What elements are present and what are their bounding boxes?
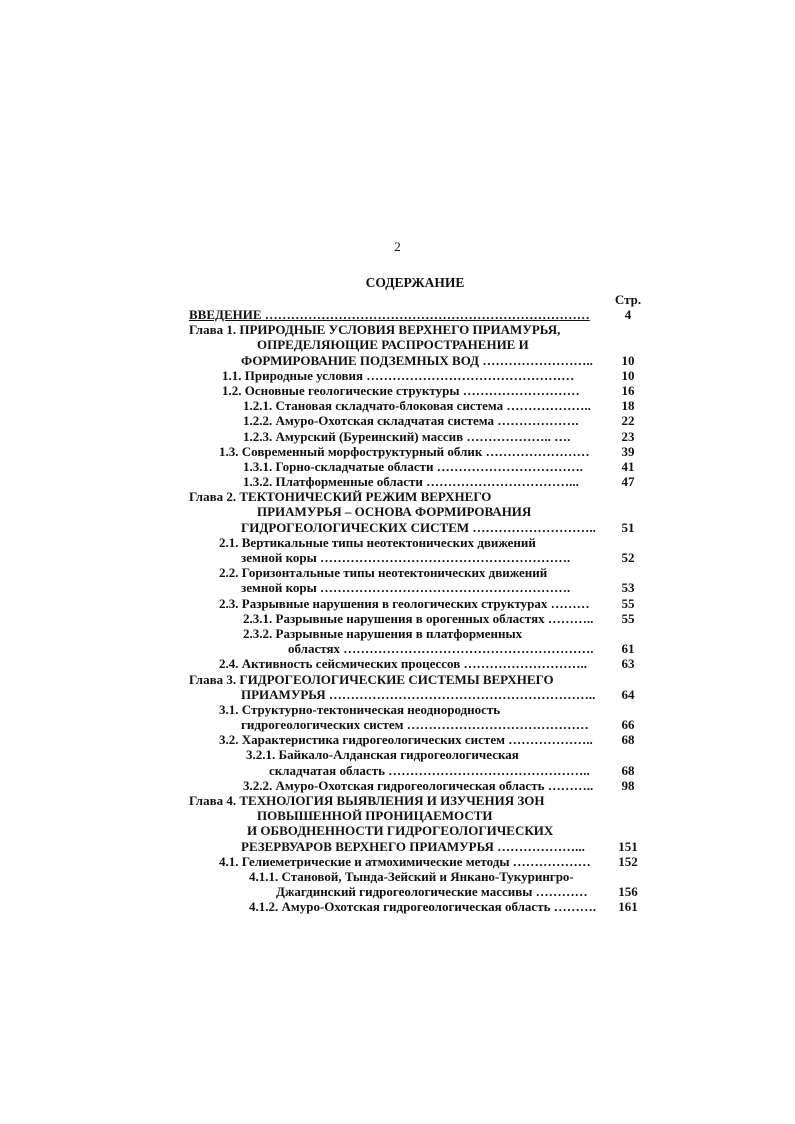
toc-entry [189, 489, 648, 504]
toc-entry-text: земной коры …………………………………………………. [241, 550, 571, 565]
toc-entry [189, 656, 648, 671]
toc-entry [189, 793, 648, 808]
toc-entry-text: 3.2.1. Байкало-Алданская гидрогеологическая [246, 747, 519, 763]
toc-entry-text: 1.1. Природные условия ………………………………………… [222, 367, 575, 383]
toc-entry [189, 520, 648, 535]
toc-entry-text: 2.3.1. Разрывные нарушения в орогенных областях ……….. [243, 610, 594, 626]
toc-entry [189, 565, 648, 580]
toc-entry [189, 535, 648, 550]
toc-entry-text: 4.1. Гелиеметрические и атмохимические методы ……………… [219, 853, 591, 869]
toc-entry [189, 353, 648, 368]
page-number: 2 [394, 239, 401, 254]
toc-entry-page: 68 [621, 732, 635, 748]
toc-entry [189, 732, 648, 747]
toc-entry-text: 3.2.2. Амуро-Охотская гидрогеологическая область ……….. [243, 777, 594, 793]
toc-entry-text: Глава 2. ТЕКТОНИЧЕСКИЙ РЕЖИМ ВЕРХНЕГО [189, 489, 492, 505]
table-of-contents [189, 307, 648, 915]
toc-entry-text: ОПРЕДЕЛЯЮЩИЕ РАСПРОСТРАНЕНИЕ И [257, 337, 529, 353]
toc-entry [189, 854, 648, 869]
toc-entry [189, 580, 648, 595]
toc-entry-page: 51 [621, 519, 635, 535]
toc-entry-page: 22 [621, 413, 635, 429]
toc-entry [189, 641, 648, 656]
toc-entry [189, 808, 648, 823]
toc-entry-text: И ОБВОДНЕННОСТИ ГИДРОГЕОЛОГИЧЕСКИХ [247, 823, 554, 839]
toc-entry-page: 47 [621, 474, 635, 490]
toc-entry-text: Глава 3. ГИДРОГЕОЛОГИЧЕСКИЕ СИСТЕМЫ ВЕРХНЕГО [189, 671, 554, 687]
toc-entry [189, 429, 648, 444]
toc-entry-text: ПРИАМУРЬЯ – ОСНОВА ФОРМИРОВАНИЯ [257, 504, 532, 520]
toc-entry-page: 4 [624, 307, 632, 322]
toc-entry-text: ГИДРОГЕОЛОГИЧЕСКИХ СИСТЕМ ……………………….. [241, 519, 596, 535]
toc-entry [189, 474, 648, 489]
toc-entry-page: 161 [618, 899, 638, 915]
toc-entry-text: складчатая область ……………………………………….. [269, 762, 590, 778]
toc-entry [189, 626, 648, 641]
toc-entry-text: 1.3.2. Платформенные области ……………………………... [243, 474, 579, 490]
toc-entry-text: 3.2. Характеристика гидрогеологических систем ……………….. [219, 732, 593, 748]
toc-entry-text: 1.3. Современный морфоструктурный облик …………………… [219, 443, 590, 459]
toc-entry [189, 763, 648, 778]
toc-entry [189, 413, 648, 428]
toc-entry [189, 672, 648, 687]
toc-entry-page: 10 [621, 367, 635, 383]
toc-entry-text: 2.1. Вертикальные типы неотектонических движений [219, 534, 536, 550]
toc-entry-page: 151 [618, 838, 638, 854]
toc-entry-text: Глава 4. ТЕХНОЛОГИЯ ВЫЯВЛЕНИЯ И ИЗУЧЕНИЯ ЗОН [189, 793, 545, 808]
toc-entry-page: 10 [621, 352, 635, 368]
toc-entry [189, 322, 648, 337]
toc-entry-text: 1.2. Основные геологические структуры ……………………… [222, 382, 580, 398]
toc-entry [189, 444, 648, 459]
toc-entry-page: 156 [618, 884, 638, 900]
toc-entry [189, 747, 648, 762]
toc-entry [189, 337, 648, 352]
toc-entry [189, 307, 648, 322]
toc-entry-text: 1.2.1. Становая складчато-блоковая система ……………….. [243, 398, 591, 414]
page-column-label: Стр. [614, 292, 642, 307]
toc-entry-text: земной коры …………………………………………………. [241, 580, 571, 596]
toc-entry-text: 2.3. Разрывные нарушения в геологических структурах ……… [219, 595, 590, 611]
toc-entry-text: Джагдинский гидрогеологические массивы ………… [276, 884, 588, 900]
toc-entry [189, 839, 648, 854]
toc-entry-text: областях …………………………………………………. [288, 641, 594, 657]
toc-entry-text: 4.1.1. Становой, Тында-Зейский и Янкано-Тукурингро- [249, 868, 574, 884]
toc-entry [189, 596, 648, 611]
toc-entry-page: 61 [621, 641, 635, 657]
toc-entry-text: 2.2. Горизонтальные типы неотектонических движений [219, 565, 548, 581]
toc-entry-page: 68 [621, 762, 635, 778]
toc-entry-text: ФОРМИРОВАНИЕ ПОДЗЕМНЫХ ВОД …………………….. [241, 352, 593, 368]
toc-entry [189, 368, 648, 383]
toc-entry [189, 869, 648, 884]
toc-entry-text: 2.4. Активность сейсмических процессов ……………………….. [219, 656, 587, 672]
toc-entry [189, 611, 648, 626]
toc-entry-page: 53 [621, 580, 635, 596]
toc-entry-text: 1.3.1. Горно-складчатые области ……………………………. [243, 458, 583, 474]
toc-entry-page: 55 [621, 610, 635, 626]
toc-entry-text: 1.2.2. Амуро-Охотская складчатая система ………………. [243, 413, 579, 429]
toc-entry-page: 98 [621, 777, 635, 793]
toc-entry-text: 3.1. Структурно-тектоническая неоднородность [219, 701, 501, 717]
toc-entry [189, 504, 648, 519]
toc-entry-page: 39 [621, 443, 635, 459]
toc-title: СОДЕРЖАНИЕ [365, 275, 465, 290]
toc-entry-page: 66 [621, 717, 635, 733]
toc-entry [189, 899, 648, 914]
toc-entry-page: 52 [621, 550, 635, 565]
toc-entry [189, 398, 648, 413]
toc-entry-page: 23 [621, 428, 635, 444]
toc-entry [189, 778, 648, 793]
toc-entry-text: РЕЗЕРВУАРОВ ВЕРХНЕГО ПРИАМУРЬЯ ………………... [241, 838, 585, 854]
toc-entry [189, 702, 648, 717]
toc-entry-text: 1.2.3. Амурский (Буреинский) массив ……………….. …. [243, 428, 571, 444]
toc-entry-page: 55 [621, 595, 635, 611]
toc-entry-page: 41 [621, 458, 635, 474]
toc-entry-page: 64 [621, 686, 635, 702]
toc-entry-text: гидрогеологических систем …………………………………… [241, 717, 589, 733]
toc-entry [189, 550, 648, 565]
toc-entry [189, 823, 648, 838]
toc-entry-text: ВВЕДЕНИЕ ………………………………………………………………… [189, 307, 590, 322]
toc-entry-page: 63 [621, 656, 635, 672]
toc-entry-text: ПОВЫШЕННОЙ ПРОНИЦАЕМОСТИ [257, 808, 493, 824]
toc-entry [189, 884, 648, 899]
toc-entry-page: 18 [621, 398, 635, 414]
toc-entry-text: Глава 1. ПРИРОДНЫЕ УСЛОВИЯ ВЕРХНЕГО ПРИАМУРЬЯ, [189, 322, 561, 338]
toc-entry [189, 717, 648, 732]
toc-entry [189, 687, 648, 702]
toc-entry [189, 459, 648, 474]
toc-entry-text: 2.3.2. Разрывные нарушения в платформенных [243, 625, 523, 641]
toc-entry-text: 4.1.2. Амуро-Охотская гидрогеологическая область ………. [249, 899, 596, 915]
toc-entry [189, 383, 648, 398]
toc-entry-page: 16 [621, 382, 635, 398]
toc-entry-text: ПРИАМУРЬЯ …………………………………………………….. [241, 686, 596, 702]
toc-entry-page: 152 [618, 853, 638, 869]
